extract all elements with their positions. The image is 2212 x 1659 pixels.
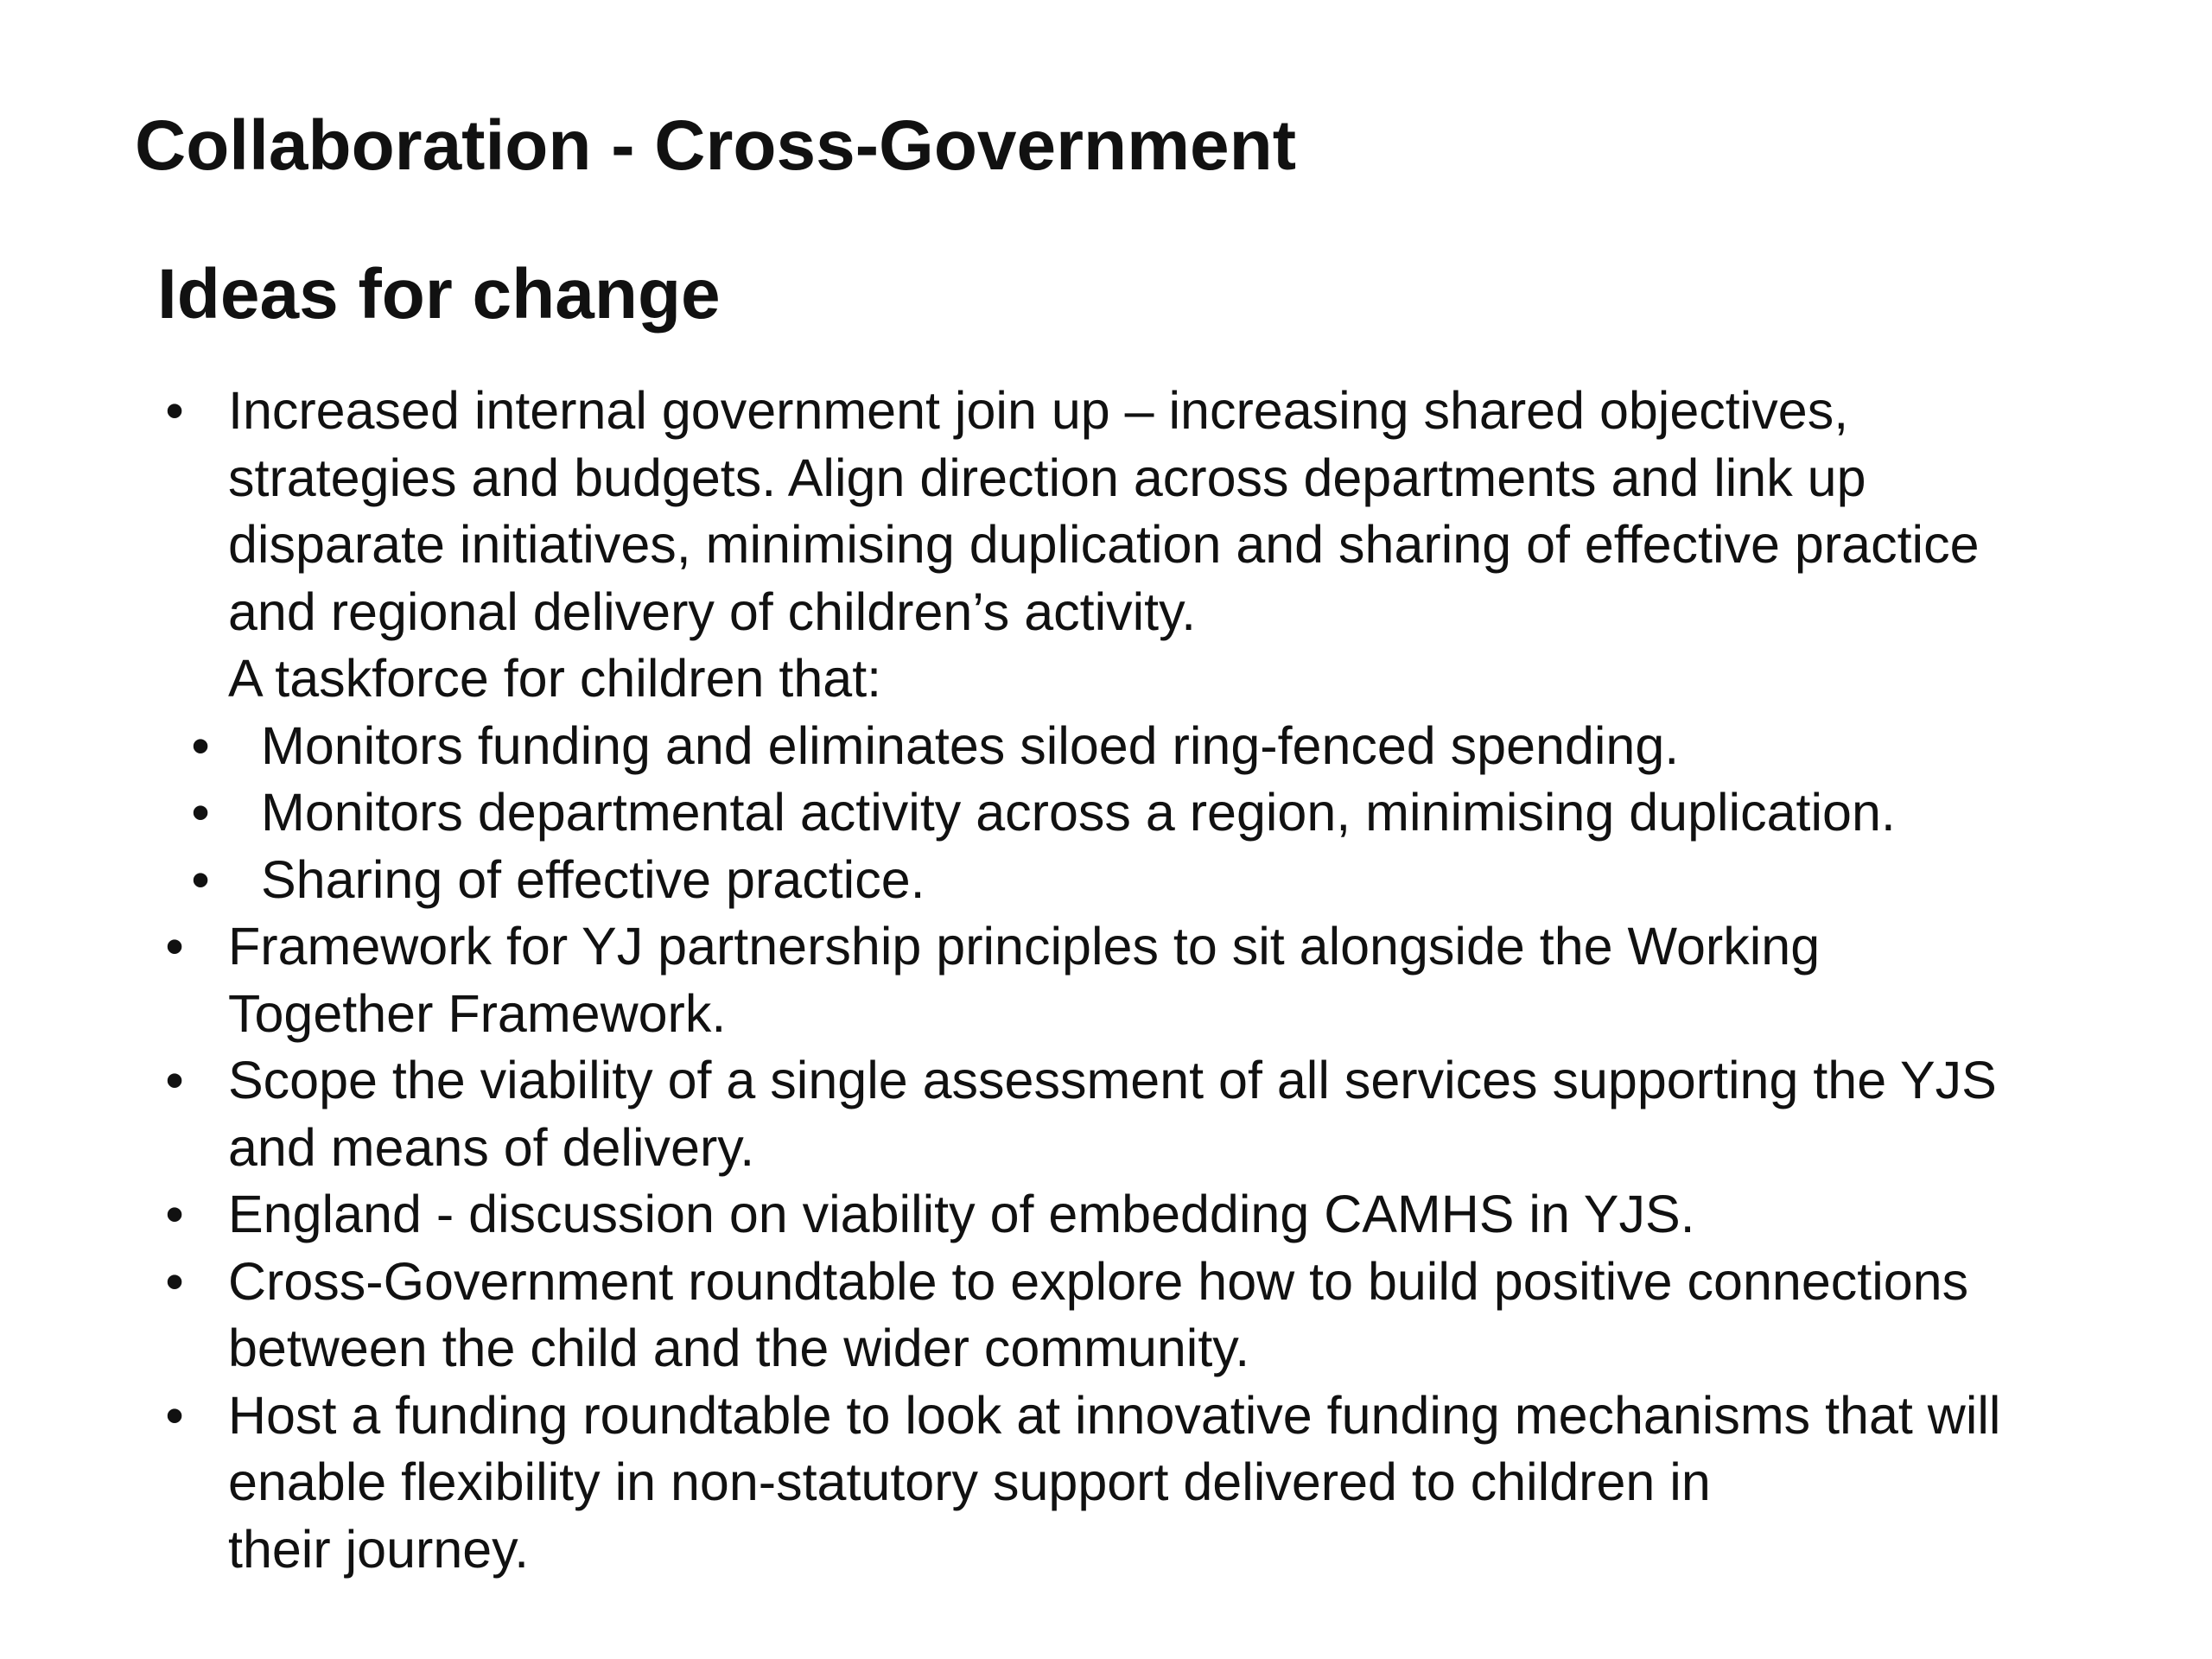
list-item-line: Framework for YJ partnership principles to sit alongside the Working xyxy=(228,917,1821,976)
list-item-line: between the child and the wider community. xyxy=(228,1319,1250,1377)
list-item-line: Increased internal government join up – increasing shared objectives, xyxy=(228,381,1849,440)
sub-bullet-marker: • xyxy=(191,715,210,775)
sub-bullet-marker: • xyxy=(191,783,210,842)
bullet-list xyxy=(147,378,2134,1583)
list-item-line: Scope the viability of a single assessment of all services supporting the YJS xyxy=(228,1051,1997,1109)
bullet-marker: • xyxy=(165,917,184,976)
list-item-line: disparate initiatives, minimising duplication and sharing of effective practice xyxy=(228,515,1980,574)
slide-subtitle: Ideas for change xyxy=(157,255,721,334)
sub-list-item xyxy=(147,713,2134,780)
bullet-marker: • xyxy=(165,381,184,440)
list-item-line: enable flexibility in non-statutory support delivered to children in xyxy=(228,1452,1711,1511)
bullet-marker: • xyxy=(165,1185,184,1243)
list-item xyxy=(147,378,2134,645)
list-item xyxy=(147,1382,2134,1584)
bullet-marker: • xyxy=(165,1051,184,1109)
taskforce-intro-text: A taskforce for children that: xyxy=(228,649,882,708)
taskforce-intro xyxy=(147,645,2134,713)
list-item-line: and means of delivery. xyxy=(228,1117,755,1177)
sub-list-item-text: Monitors departmental activity across a region, minimising duplication. xyxy=(261,783,1896,842)
slide-title: Collaboration - Cross-Government xyxy=(135,106,1297,185)
sub-list-item-text: Sharing of effective practice. xyxy=(261,849,925,909)
list-item-line: England - discussion on viability of embedding CAMHS in YJS. xyxy=(228,1185,1695,1243)
list-item-line: strategies and budgets. Align direction across departments and link up xyxy=(228,448,1866,507)
list-item-line: their journey. xyxy=(228,1519,530,1579)
sub-list-item xyxy=(147,847,2134,914)
list-item xyxy=(147,913,2134,1047)
list-item-line: Host a funding roundtable to look at innovative funding mechanisms that will xyxy=(228,1385,2001,1445)
bullet-marker: • xyxy=(165,1251,184,1311)
sub-list-item xyxy=(147,779,2134,847)
list-item xyxy=(147,1181,2134,1249)
sub-bullet-marker: • xyxy=(191,849,210,909)
list-item-line: and regional delivery of children’s activity. xyxy=(228,582,1197,641)
bullet-marker: • xyxy=(165,1385,184,1445)
sub-list-item-text: Monitors funding and eliminates siloed ring-fenced spending. xyxy=(261,715,1680,775)
list-item-line: Cross-Government roundtable to explore how to build positive connections xyxy=(228,1251,1969,1311)
list-item-line: Together Framework. xyxy=(228,983,727,1043)
list-item xyxy=(147,1047,2134,1181)
list-item xyxy=(147,1249,2134,1382)
